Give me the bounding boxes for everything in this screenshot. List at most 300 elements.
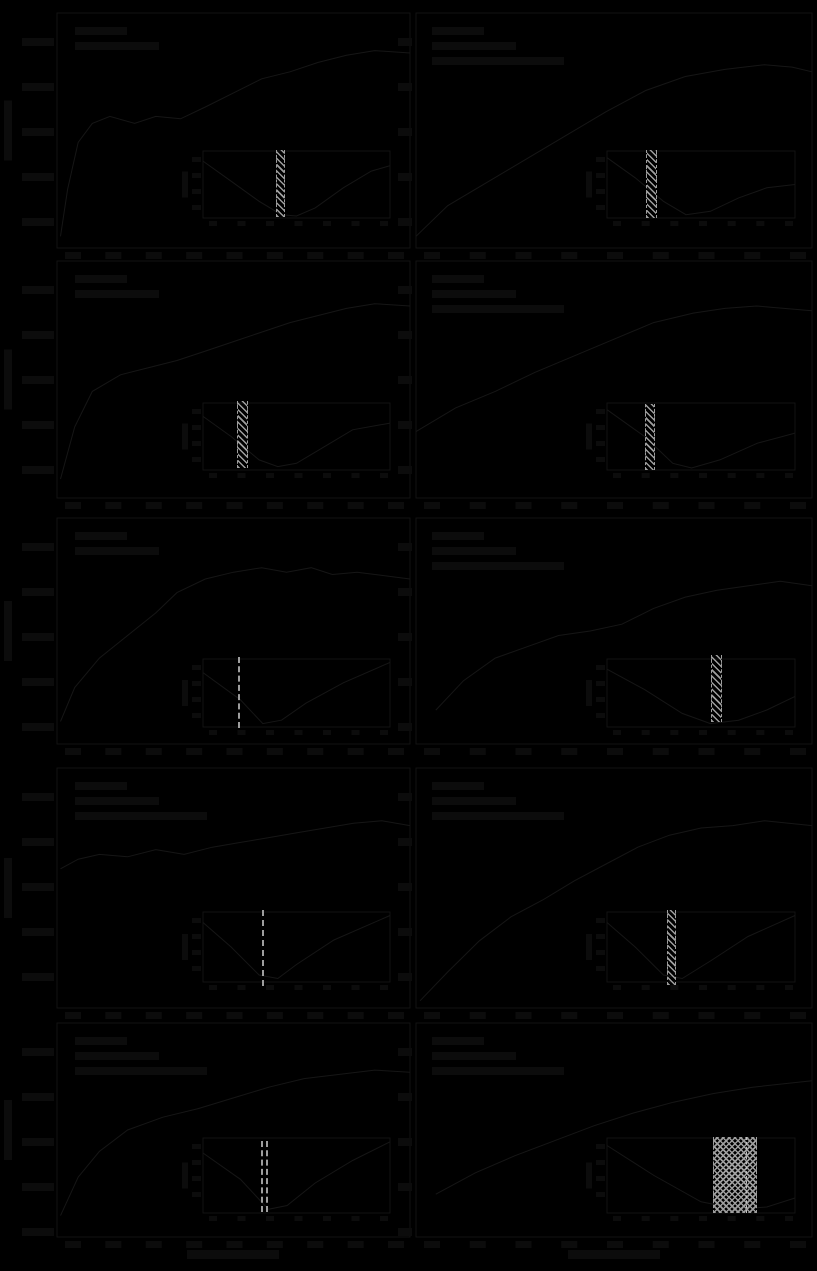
- y-tick-label-smudge: [398, 633, 412, 641]
- x-tick-label-smudge: [388, 1012, 404, 1019]
- x-tick-label-smudge: [105, 1012, 121, 1019]
- periodogram-curve: [203, 662, 390, 723]
- y-tick-label-smudge: [22, 928, 54, 936]
- x-tick-label-smudge: [516, 252, 532, 259]
- inset-x-tick-smudge: [728, 1216, 736, 1221]
- inset-y-tick-smudge: [596, 157, 605, 162]
- annotation-text-smudge: [75, 275, 127, 283]
- inset-y-tick-smudge: [192, 934, 201, 939]
- x-tick-label-smudge: [470, 1012, 486, 1019]
- x-tick-label-smudge: [561, 502, 577, 509]
- inset-x-tick-smudge: [613, 985, 621, 990]
- annotation-text-smudge: [75, 547, 159, 555]
- x-axis-title-smudge: [568, 1250, 660, 1259]
- x-tick-label-smudge: [607, 502, 623, 509]
- x-tick-label-smudge: [146, 1012, 162, 1019]
- inset-x-tick-smudge: [352, 1216, 360, 1221]
- x-tick-label-smudge: [307, 1012, 323, 1019]
- x-tick-label-smudge: [65, 252, 81, 259]
- x-tick-label-smudge: [388, 502, 404, 509]
- x-tick-label-smudge: [699, 1241, 715, 1248]
- inset-y-tick-smudge: [192, 1160, 201, 1165]
- y-tick-label-smudge: [22, 286, 54, 294]
- periodogram-curve: [607, 1146, 795, 1210]
- y-tick-label-smudge: [22, 633, 54, 641]
- inset-x-tick-smudge: [352, 221, 360, 226]
- x-tick-label-smudge: [105, 1241, 121, 1248]
- inset-x-tick-smudge: [728, 221, 736, 226]
- period-marker-inner-line: [746, 1137, 747, 1213]
- inset-y-tick-smudge: [192, 665, 201, 670]
- inset-y-tick-smudge: [596, 665, 605, 670]
- inset-y-tick-smudge: [192, 1144, 201, 1149]
- inset-border: [203, 1138, 390, 1213]
- x-tick-label-smudge: [348, 502, 364, 509]
- inset-x-tick-smudge: [209, 473, 217, 478]
- inset-x-tick-smudge: [756, 1216, 764, 1221]
- x-tick-label-smudge: [561, 1241, 577, 1248]
- x-tick-label-smudge: [146, 502, 162, 509]
- y-axis-title-smudge: [4, 858, 12, 918]
- y-tick-label-smudge: [22, 1183, 54, 1191]
- inset-x-tick-smudge: [380, 473, 388, 478]
- y-tick-label-smudge: [398, 286, 412, 294]
- inset-y-tick-smudge: [596, 918, 605, 923]
- inset-y-tick-smudge: [192, 966, 201, 971]
- annotation-text-smudge: [432, 305, 564, 313]
- inset-x-tick-smudge: [642, 221, 650, 226]
- x-tick-label-smudge: [65, 1012, 81, 1019]
- inset-x-tick-smudge: [699, 730, 707, 735]
- inset-y-tick-smudge: [192, 918, 201, 923]
- inset-x-tick-smudge: [323, 1216, 331, 1221]
- inset-x-tick-smudge: [670, 221, 678, 226]
- x-tick-label-smudge: [348, 748, 364, 755]
- light-curve: [61, 304, 411, 479]
- light-curve: [61, 821, 411, 869]
- inset-x-tick-smudge: [613, 1216, 621, 1221]
- x-tick-label-smudge: [653, 502, 669, 509]
- inset-x-tick-smudge: [756, 221, 764, 226]
- x-tick-label-smudge: [146, 748, 162, 755]
- x-tick-label-smudge: [388, 252, 404, 259]
- inset-y-title-smudge: [182, 172, 188, 198]
- y-tick-label-smudge: [398, 543, 412, 551]
- annotation-text-smudge: [75, 532, 127, 540]
- inset-y-tick-smudge: [596, 1144, 605, 1149]
- inset-y-title-smudge: [182, 424, 188, 450]
- y-tick-label-smudge: [22, 973, 54, 981]
- x-tick-label-smudge: [227, 1241, 243, 1248]
- x-tick-label-smudge: [227, 502, 243, 509]
- y-tick-label-smudge: [22, 83, 54, 91]
- inset-y-tick-smudge: [596, 966, 605, 971]
- inset-x-tick-smudge: [323, 985, 331, 990]
- x-tick-label-smudge: [267, 502, 283, 509]
- y-tick-label-smudge: [398, 723, 412, 731]
- y-tick-label-smudge: [22, 1048, 54, 1056]
- inset-x-tick-smudge: [642, 473, 650, 478]
- inset-y-title-smudge: [182, 1163, 188, 1189]
- annotation-text-smudge: [75, 1067, 207, 1075]
- annotation-text-smudge: [75, 1037, 127, 1045]
- x-tick-label-smudge: [65, 502, 81, 509]
- period-marker: [276, 150, 285, 217]
- x-tick-label-smudge: [65, 1241, 81, 1248]
- x-tick-label-smudge: [267, 1012, 283, 1019]
- inset-x-tick-smudge: [785, 221, 793, 226]
- inset-x-tick-smudge: [295, 473, 303, 478]
- y-tick-label-smudge: [22, 1138, 54, 1146]
- periodogram-curve: [607, 669, 795, 723]
- x-tick-label-smudge: [227, 252, 243, 259]
- y-tick-label-smudge: [398, 128, 412, 136]
- annotation-text-smudge: [432, 532, 484, 540]
- x-tick-label-smudge: [186, 502, 202, 509]
- inset-x-tick-smudge: [209, 985, 217, 990]
- inset-y-title-smudge: [586, 934, 592, 960]
- light-curve: [61, 568, 411, 722]
- x-tick-label-smudge: [307, 1241, 323, 1248]
- x-tick-label-smudge: [561, 252, 577, 259]
- x-tick-label-smudge: [105, 502, 121, 509]
- annotation-text-smudge: [432, 1067, 564, 1075]
- inset-y-tick-smudge: [192, 425, 201, 430]
- inset-y-tick-smudge: [596, 457, 605, 462]
- y-tick-label-smudge: [398, 1183, 412, 1191]
- y-tick-label-smudge: [398, 83, 412, 91]
- inset-y-tick-smudge: [192, 409, 201, 414]
- periodogram-curve: [203, 161, 390, 216]
- annotation-text-smudge: [432, 812, 564, 820]
- annotation-text-smudge: [432, 1037, 484, 1045]
- inset-x-tick-smudge: [728, 985, 736, 990]
- y-axis-title-smudge: [4, 601, 12, 661]
- period-marker: [262, 910, 264, 986]
- y-tick-label-smudge: [22, 128, 54, 136]
- x-tick-label-smudge: [388, 748, 404, 755]
- period-marker: [237, 401, 248, 468]
- inset-y-tick-smudge: [192, 157, 201, 162]
- y-tick-label-smudge: [398, 1138, 412, 1146]
- x-tick-label-smudge: [267, 252, 283, 259]
- inset-y-tick-smudge: [596, 425, 605, 430]
- inset-x-tick-smudge: [699, 1216, 707, 1221]
- period-marker: [667, 910, 676, 985]
- y-tick-label-smudge: [22, 331, 54, 339]
- y-tick-label-smudge: [398, 421, 412, 429]
- inset-y-tick-smudge: [192, 681, 201, 686]
- inset-y-title-smudge: [586, 172, 592, 198]
- y-tick-label-smudge: [398, 928, 412, 936]
- inset-x-tick-smudge: [323, 473, 331, 478]
- x-tick-label-smudge: [146, 252, 162, 259]
- y-tick-label-smudge: [398, 973, 412, 981]
- inset-x-tick-smudge: [670, 730, 678, 735]
- light-curve: [61, 1070, 411, 1216]
- y-tick-label-smudge: [22, 38, 54, 46]
- inset-x-tick-smudge: [352, 985, 360, 990]
- y-tick-label-smudge: [398, 1048, 412, 1056]
- inset-x-tick-smudge: [323, 221, 331, 226]
- inset-x-tick-smudge: [266, 1216, 274, 1221]
- inset-x-tick-smudge: [756, 985, 764, 990]
- inset-y-tick-smudge: [596, 173, 605, 178]
- x-tick-label-smudge: [186, 1241, 202, 1248]
- annotation-text-smudge: [432, 782, 484, 790]
- period-marker: [646, 150, 657, 218]
- inset-border: [607, 403, 795, 470]
- y-tick-label-smudge: [398, 331, 412, 339]
- annotation-text-smudge: [432, 57, 564, 65]
- y-tick-label-smudge: [398, 678, 412, 686]
- inset-y-tick-smudge: [192, 1176, 201, 1181]
- x-tick-label-smudge: [699, 748, 715, 755]
- y-tick-label-smudge: [22, 793, 54, 801]
- x-tick-label-smudge: [653, 1012, 669, 1019]
- inset-x-tick-smudge: [238, 221, 246, 226]
- inset-x-tick-smudge: [642, 985, 650, 990]
- inset-x-tick-smudge: [756, 473, 764, 478]
- inset-y-tick-smudge: [596, 1192, 605, 1197]
- period-marker: [261, 1141, 268, 1212]
- inset-x-tick-smudge: [209, 730, 217, 735]
- x-tick-label-smudge: [790, 1012, 806, 1019]
- y-tick-label-smudge: [398, 1093, 412, 1101]
- x-tick-label-smudge: [388, 1241, 404, 1248]
- inset-y-tick-smudge: [596, 1160, 605, 1165]
- y-tick-label-smudge: [22, 466, 54, 474]
- inset-x-tick-smudge: [266, 473, 274, 478]
- inset-x-tick-smudge: [613, 730, 621, 735]
- inset-x-tick-smudge: [785, 1216, 793, 1221]
- annotation-text-smudge: [75, 42, 159, 50]
- inset-y-tick-smudge: [596, 697, 605, 702]
- y-tick-label-smudge: [398, 38, 412, 46]
- x-tick-label-smudge: [790, 748, 806, 755]
- y-tick-label-smudge: [22, 838, 54, 846]
- inset-x-tick-smudge: [323, 730, 331, 735]
- x-tick-label-smudge: [744, 252, 760, 259]
- x-tick-label-smudge: [699, 252, 715, 259]
- x-tick-label-smudge: [607, 1012, 623, 1019]
- x-tick-label-smudge: [744, 1241, 760, 1248]
- annotation-text-smudge: [75, 27, 127, 35]
- x-tick-label-smudge: [607, 1241, 623, 1248]
- x-tick-label-smudge: [186, 252, 202, 259]
- x-tick-label-smudge: [227, 1012, 243, 1019]
- y-tick-label-smudge: [398, 883, 412, 891]
- inset-y-title-smudge: [586, 1163, 592, 1189]
- x-tick-label-smudge: [470, 1241, 486, 1248]
- annotation-text-smudge: [432, 562, 564, 570]
- annotation-text-smudge: [432, 797, 516, 805]
- x-tick-label-smudge: [348, 1241, 364, 1248]
- annotation-text-smudge: [432, 290, 516, 298]
- inset-border: [203, 151, 390, 218]
- y-tick-label-smudge: [22, 376, 54, 384]
- x-tick-label-smudge: [699, 502, 715, 509]
- x-tick-label-smudge: [607, 748, 623, 755]
- y-tick-label-smudge: [22, 173, 54, 181]
- inset-x-tick-smudge: [380, 730, 388, 735]
- inset-y-tick-smudge: [192, 950, 201, 955]
- y-tick-label-smudge: [22, 678, 54, 686]
- x-tick-label-smudge: [744, 748, 760, 755]
- inset-border: [607, 151, 795, 218]
- annotation-text-smudge: [75, 812, 207, 820]
- inset-y-tick-smudge: [596, 950, 605, 955]
- inset-y-tick-smudge: [192, 1192, 201, 1197]
- inset-x-tick-smudge: [613, 221, 621, 226]
- x-tick-label-smudge: [653, 748, 669, 755]
- x-tick-label-smudge: [186, 748, 202, 755]
- x-tick-label-smudge: [146, 1241, 162, 1248]
- inset-x-tick-smudge: [238, 730, 246, 735]
- inset-y-tick-smudge: [192, 205, 201, 210]
- annotation-text-smudge: [432, 42, 516, 50]
- periodogram-curve: [607, 410, 795, 468]
- inset-y-title-smudge: [182, 934, 188, 960]
- inset-y-tick-smudge: [596, 409, 605, 414]
- periodogram-curve: [203, 416, 390, 466]
- y-tick-label-smudge: [22, 421, 54, 429]
- x-tick-label-smudge: [607, 252, 623, 259]
- inset-x-tick-smudge: [266, 221, 274, 226]
- y-tick-label-smudge: [398, 218, 412, 226]
- inset-x-tick-smudge: [756, 730, 764, 735]
- x-tick-label-smudge: [186, 1012, 202, 1019]
- period-marker: [713, 1137, 757, 1213]
- y-tick-label-smudge: [398, 588, 412, 596]
- y-tick-label-smudge: [22, 883, 54, 891]
- x-tick-label-smudge: [516, 1241, 532, 1248]
- x-tick-label-smudge: [790, 502, 806, 509]
- y-tick-label-smudge: [22, 1093, 54, 1101]
- inset-x-tick-smudge: [670, 985, 678, 990]
- x-tick-label-smudge: [267, 748, 283, 755]
- x-tick-label-smudge: [267, 1241, 283, 1248]
- x-tick-label-smudge: [516, 502, 532, 509]
- y-axis-title-smudge: [4, 1100, 12, 1160]
- annotation-text-smudge: [432, 1052, 516, 1060]
- inset-x-tick-smudge: [295, 985, 303, 990]
- inset-x-tick-smudge: [352, 473, 360, 478]
- x-tick-label-smudge: [516, 1012, 532, 1019]
- x-tick-label-smudge: [653, 252, 669, 259]
- y-tick-label-smudge: [398, 376, 412, 384]
- x-tick-label-smudge: [790, 252, 806, 259]
- inset-x-tick-smudge: [266, 985, 274, 990]
- inset-y-tick-smudge: [596, 205, 605, 210]
- inset-x-tick-smudge: [642, 730, 650, 735]
- inset-y-tick-smudge: [596, 1176, 605, 1181]
- y-tick-label-smudge: [22, 588, 54, 596]
- annotation-text-smudge: [432, 27, 484, 35]
- light-curve: [416, 306, 812, 432]
- x-tick-label-smudge: [561, 1012, 577, 1019]
- inset-x-tick-smudge: [295, 730, 303, 735]
- x-tick-label-smudge: [790, 1241, 806, 1248]
- light-curve: [436, 581, 812, 710]
- inset-x-tick-smudge: [380, 1216, 388, 1221]
- y-tick-label-smudge: [398, 466, 412, 474]
- inset-x-tick-smudge: [728, 730, 736, 735]
- inset-y-tick-smudge: [192, 697, 201, 702]
- x-tick-label-smudge: [470, 252, 486, 259]
- y-axis-title-smudge: [4, 350, 12, 410]
- x-tick-label-smudge: [424, 252, 440, 259]
- annotation-text-smudge: [75, 1052, 159, 1060]
- inset-y-tick-smudge: [192, 173, 201, 178]
- x-tick-label-smudge: [653, 1241, 669, 1248]
- x-tick-label-smudge: [424, 1012, 440, 1019]
- annotation-text-smudge: [75, 797, 159, 805]
- periodogram-curve: [203, 916, 390, 979]
- y-tick-label-smudge: [22, 543, 54, 551]
- period-marker: [238, 657, 240, 728]
- inset-x-tick-smudge: [266, 730, 274, 735]
- y-tick-label-smudge: [22, 723, 54, 731]
- x-tick-label-smudge: [348, 252, 364, 259]
- x-tick-label-smudge: [105, 748, 121, 755]
- inset-x-tick-smudge: [238, 473, 246, 478]
- y-axis-title-smudge: [4, 101, 12, 161]
- inset-x-tick-smudge: [670, 1216, 678, 1221]
- light-curve: [420, 821, 812, 1001]
- inset-x-tick-smudge: [295, 221, 303, 226]
- y-tick-label-smudge: [398, 173, 412, 181]
- x-tick-label-smudge: [744, 502, 760, 509]
- inset-y-tick-smudge: [596, 441, 605, 446]
- annotation-text-smudge: [432, 547, 516, 555]
- y-tick-label-smudge: [22, 218, 54, 226]
- inset-border: [607, 659, 795, 727]
- x-tick-label-smudge: [424, 748, 440, 755]
- annotation-text-smudge: [75, 290, 159, 298]
- inset-x-tick-smudge: [699, 221, 707, 226]
- y-tick-label-smudge: [398, 1228, 412, 1236]
- inset-x-tick-smudge: [785, 473, 793, 478]
- inset-x-tick-smudge: [295, 1216, 303, 1221]
- x-tick-label-smudge: [470, 748, 486, 755]
- inset-y-tick-smudge: [596, 934, 605, 939]
- y-tick-label-smudge: [398, 793, 412, 801]
- x-tick-label-smudge: [307, 748, 323, 755]
- inset-y-title-smudge: [586, 680, 592, 706]
- x-tick-label-smudge: [105, 252, 121, 259]
- inset-y-tick-smudge: [596, 713, 605, 718]
- periodogram-curve: [607, 158, 795, 215]
- light-curve: [61, 51, 411, 237]
- inset-x-tick-smudge: [380, 221, 388, 226]
- inset-x-tick-smudge: [238, 985, 246, 990]
- periodogram-curve: [203, 1142, 390, 1210]
- x-tick-label-smudge: [699, 1012, 715, 1019]
- inset-x-tick-smudge: [209, 1216, 217, 1221]
- x-tick-label-smudge: [516, 748, 532, 755]
- inset-x-tick-smudge: [238, 1216, 246, 1221]
- inset-y-tick-smudge: [192, 713, 201, 718]
- annotation-text-smudge: [432, 275, 484, 283]
- x-tick-label-smudge: [227, 748, 243, 755]
- inset-x-tick-smudge: [209, 221, 217, 226]
- x-axis-title-smudge: [187, 1250, 279, 1259]
- inset-x-tick-smudge: [728, 473, 736, 478]
- period-marker: [711, 655, 722, 722]
- x-tick-label-smudge: [424, 502, 440, 509]
- x-tick-label-smudge: [348, 1012, 364, 1019]
